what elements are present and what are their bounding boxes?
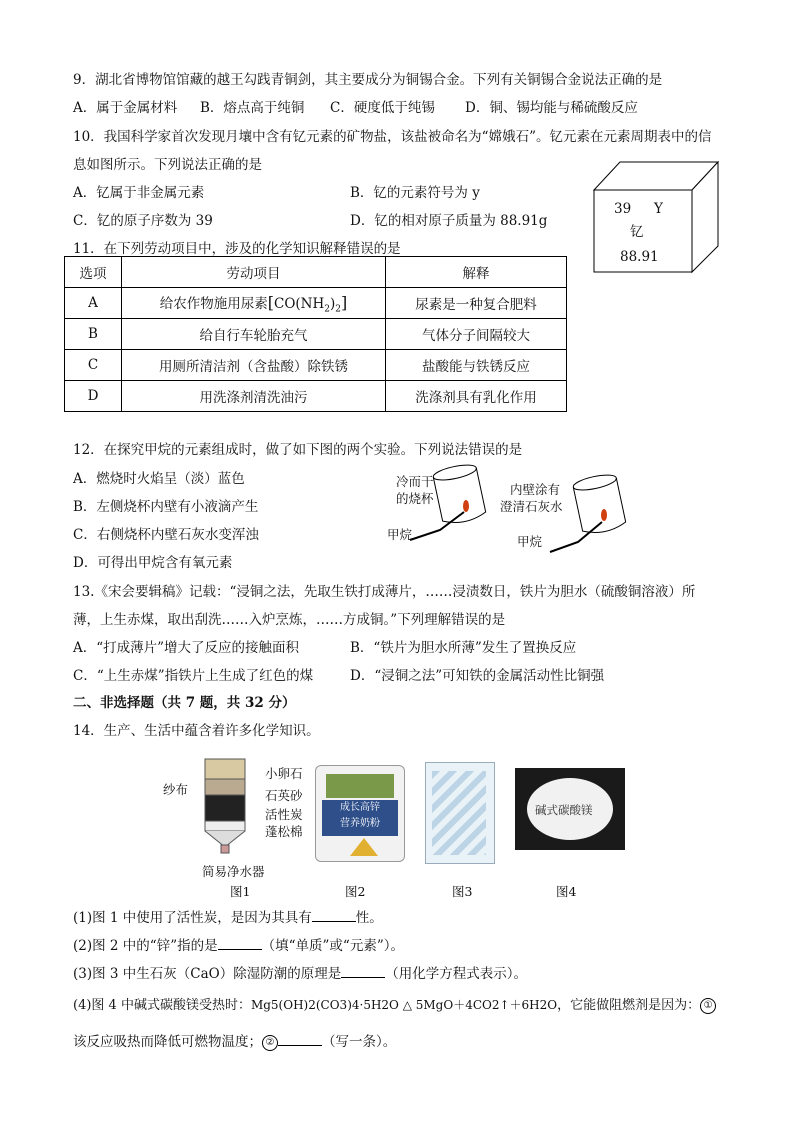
q9-stem: 9．湖北省博物馆馆藏的越王勾践青铜剑，其主要成分为铜锡合金。下列有关铜锡合金说法正确的是 (73, 72, 663, 88)
q9-option-c: C．硬度低于纯锡 (330, 100, 435, 116)
row-explain: 盐酸能与铁锈反应 (386, 350, 567, 381)
row-item: 给自行车轮胎充气 (122, 319, 386, 350)
fig-left-label1: 冷而干 (396, 474, 434, 489)
urea-close: ) (329, 295, 336, 312)
purifier-name: 简易净水器 (202, 864, 265, 879)
fig3-caption: 图3 (452, 884, 473, 899)
sub3-answer-blank[interactable] (341, 965, 385, 978)
sub1-answer-blank[interactable] (312, 909, 356, 922)
q10-option-a: A．钇属于非金属元素 (73, 185, 205, 201)
q14-sub2 (73, 937, 404, 955)
q14-sub3 (73, 965, 527, 983)
urea-formula: CO(NH (274, 295, 325, 312)
q10-option-b: B．钇的元素符号为 y (350, 185, 480, 201)
table-row (65, 350, 567, 381)
q9-option-a: A．属于金属材料 (73, 100, 178, 116)
row-explain: 洗涤剂具有乳化作用 (386, 381, 567, 412)
q14-stem: 14．生产、生活中蕴含着许多化学知识。 (73, 723, 320, 739)
q12-option-b: B．左侧烧杯内壁有小液滴产生 (73, 499, 259, 515)
q14-sub4-line2 (73, 1033, 396, 1051)
sub1-text: (1)图 1 中使用了活性炭，是因为其具有 (73, 910, 312, 926)
q10-option-d: D．钇的相对原子质量为 88.91g (350, 213, 548, 229)
sub4-text: (4)图 4 中碱式碳酸镁受热时： (73, 998, 251, 1013)
sub3-text: (3)图 3 中生石灰（CaO）除湿防潮的原理是 (73, 966, 342, 982)
element-symbol: Y (654, 201, 663, 217)
layer-label: 蓬松棉 (265, 824, 303, 839)
milk-powder-image (315, 765, 405, 862)
water-purifier-figure (195, 755, 255, 855)
row-option: C (65, 350, 122, 381)
q11-table (64, 256, 567, 412)
circle-two: ② (262, 1035, 278, 1051)
row-item-text: 给农作物施用尿素 (159, 295, 268, 312)
sub2-answer-blank[interactable] (218, 937, 262, 950)
fig4-caption: 图4 (556, 884, 577, 899)
q10-stem-line1: 10．我国科学家首次发现月壤中含有钇元素的矿物盐，该盐被命名为“嫦娥石”。钇元素在元素周期表中的信 (73, 129, 712, 145)
q13-option-b: B．“铁片为胆水所薄”发生了置换反应 (350, 640, 577, 656)
row-item: 给农作物施用尿素$[CO(NH_2)_2]$ (122, 288, 386, 319)
fig1-caption: 图1 (230, 884, 251, 899)
gauze-label: 纱布 (163, 782, 189, 797)
table-row (65, 288, 567, 319)
element-atomic-number: 39 (614, 201, 632, 217)
row-item: 用厕所清洁剂（含盐酸）除铁锈 (122, 350, 386, 381)
q10-option-c: C．钇的原子序数为 39 (73, 213, 213, 229)
element-mass: 88.91 (620, 249, 659, 265)
row-option: D (65, 381, 122, 412)
q14-sub1 (73, 909, 383, 927)
sub4-post: ，它能做阻燃剂是因为： (557, 998, 701, 1013)
magnesium-carbonate-image (515, 768, 625, 850)
q10-stem-line2: 息如图所示。下列说法正确的是 (73, 157, 262, 173)
milk-text2: 营养奶粉 (340, 818, 380, 829)
table-row (65, 319, 567, 350)
q11-stem: 11．在下列劳动项目中，涉及的化学知识解释错误的是 (73, 241, 401, 257)
sub4-equation: Mg5(OH)2(CO3)4·5H2O △ 5MgO＋4CO2↑＋6H2O (250, 998, 558, 1012)
q13-option-c: C．“上生赤煤”指铁片上生成了红色的煤 (73, 668, 314, 684)
urea-sub2: 2 (335, 304, 341, 315)
row-explain: 气体分子间隔较大 (386, 319, 567, 350)
q12-stem: 12．在探究甲烷的元素组成时，做了如下图的两个实验。下列说法错误的是 (73, 442, 523, 458)
q12-option-d: D．可得出甲烷含有氧元素 (73, 555, 233, 571)
layer-label: 石英砂 (265, 788, 303, 803)
q13-stem-line2: 薄，上生赤煤，取出刮洗……入炉烹炼，……方成铜。”下列理解错误的是 (73, 612, 506, 628)
milk-text1: 成长高锌 (340, 802, 380, 813)
fig-left-label2: 的烧杯 (396, 491, 434, 506)
desiccant-packet-image (425, 762, 495, 864)
header-explain: 解释 (386, 257, 567, 288)
row-item: 用洗涤剂清洗油污 (122, 381, 386, 412)
sub4-line2-text: 该反应吸热而降低可燃物温度； (73, 1034, 262, 1050)
fig-right-gas: 甲烷 (517, 534, 543, 549)
header-item: 劳动项目 (122, 257, 386, 288)
sub2-post: （填“单质”或“元素”）。 (261, 938, 404, 954)
sub4-end: （写一条）。 (322, 1034, 397, 1050)
sub4-answer-blank[interactable] (278, 1033, 322, 1046)
q13-stem-line1: 13.《宋会要辑稿》记载：“浸铜之法，先取生铁打成薄片，……浸渍数日，铁片为胆水（硫酸铜溶液）所 (73, 584, 696, 600)
q12-option-c: C．右侧烧杯内壁石灰水变浑浊 (73, 527, 259, 543)
q9-option-d: D．铜、锡均能与稀硫酸反应 (465, 100, 638, 116)
table-row (65, 381, 567, 412)
q12-option-a: A．燃烧时火焰呈（淡）蓝色 (73, 471, 245, 487)
row-option: B (65, 319, 122, 350)
sub3-post: （用化学方程式表示）。 (385, 966, 527, 982)
q13-option-a: A．“打成薄片”增大了反应的接触面积 (73, 640, 300, 656)
table-header-row (65, 257, 567, 288)
fig-right-label1: 内壁涂有 (510, 482, 561, 497)
circle-one: ① (700, 998, 716, 1014)
fig-right-label2: 澄清石灰水 (500, 499, 563, 514)
section-title: 二、非选择题（共 7 题，共 32 分） (73, 695, 296, 711)
fig2-caption: 图2 (345, 884, 366, 899)
urea-sub: 2 (324, 304, 330, 315)
powder-label: 碱式碳酸镁 (535, 803, 593, 817)
q14-sub4 (73, 996, 716, 1015)
row-explain: 尿素是一种复合肥料 (386, 288, 567, 319)
fig-left-gas: 甲烷 (387, 527, 413, 542)
layer-label: 活性炭 (265, 807, 303, 822)
element-name: 钇 (630, 224, 644, 240)
row-option: A (65, 288, 122, 319)
header-option: 选项 (65, 257, 122, 288)
q9-option-b: B．熔点高于纯铜 (200, 100, 305, 116)
sub2-text: (2)图 2 中的“锌”指的是 (73, 938, 218, 954)
sub1-post: 性。 (355, 910, 383, 926)
layer-label: 小卵石 (265, 766, 303, 781)
q13-option-d: D．“浸铜之法”可知铁的金属活动性比铜强 (350, 668, 605, 684)
